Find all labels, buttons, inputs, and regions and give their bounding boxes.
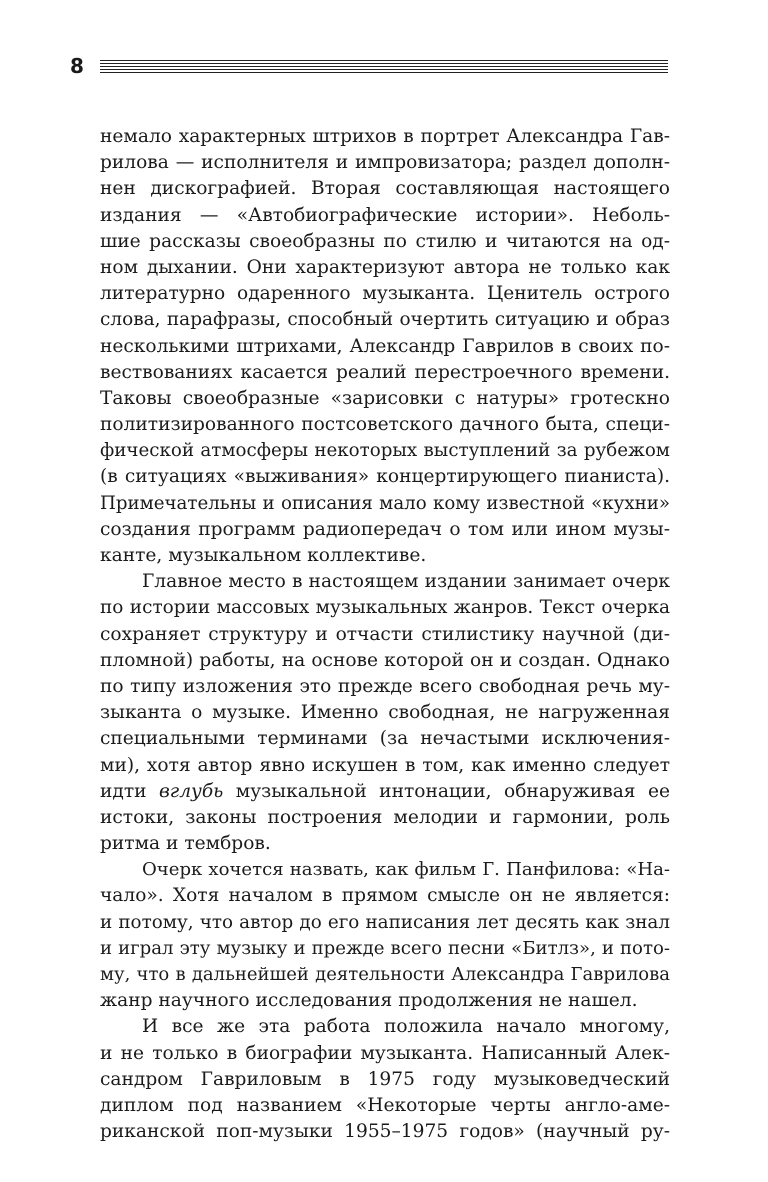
text-line: по типу изложения это прежде всего свободная речь му- (100, 675, 670, 697)
text-line: ми), хотя автор явно искушен в том, как именно следует (100, 754, 670, 776)
header-rules (100, 60, 668, 75)
text-line: и играл эту музыку и прежде всего песни «Битлз», и пото- (100, 937, 670, 959)
text-line: нен дискографией. Вторая составляющая настоящего (100, 178, 670, 200)
text-line: чало». Хотя началом в прямом смысле он не является: (100, 885, 670, 907)
page-header (70, 56, 668, 80)
text-line: литературно одаренного музыканта. Ценитель острого (100, 283, 670, 305)
page-number: 8 (70, 54, 84, 78)
text-line: Очерк хочется назвать, как фильм Г. Панфилова: «На- (142, 859, 670, 881)
text-line: создания программ радиопередач о том или ином музы- (100, 518, 670, 540)
text-line: жанр научного исследования продолжения не нашел. (100, 990, 638, 1012)
text-line: сандром Гавриловым в 1975 году музыковедческий (100, 1068, 670, 1090)
text-line: ном дыхании. Они характеризуют автора не только как (100, 256, 670, 278)
text-line: несколькими штрихами, Александр Гаврилов в своих по- (100, 335, 670, 357)
text-line: пломной) работы, на основе которой он и создан. Однако (100, 649, 670, 671)
text-line: слова, парафразы, способный очертить ситуацию и образ (100, 309, 670, 331)
text-line: фической атмосферы некоторых выступлений за рубежом (100, 440, 670, 462)
text-line: и не только в биографии музыканта. Написанный Алек- (100, 1042, 670, 1064)
text-line: диплом под названием «Некоторые черты англо-аме- (100, 1094, 670, 1116)
text-line: риканской поп-музыки 1955–1975 годов» (научный ру- (100, 1121, 670, 1143)
text-line: Таковы своеобразные «зарисовки с натуры» гротескно (100, 387, 670, 409)
text-line: (в ситуациях «выживания» концертирующего пианиста). (100, 466, 670, 488)
text-line: специальными терминами (за нечастыми исключения- (100, 728, 670, 750)
text-line: немало характерных штрихов в портрет Александра Гав- (100, 126, 670, 147)
text-line: истоки, законы построения мелодии и гармонии, роль (100, 806, 670, 828)
text-line: канте, музыкальном коллективе. (100, 545, 427, 566)
text-line: Примечательны и описания мало кому известной «кухни» (100, 492, 670, 514)
text-line: политизированного постсоветского дачного быта, специ- (100, 414, 670, 436)
text-line: вествованиях касается реалий перестроечного времени. (100, 361, 670, 383)
text-line: ритма и тембров. (100, 833, 271, 855)
text-line: и потому, что автор до его написания лет десять как знал (100, 911, 670, 933)
text-line: рилова — исполнителя и импровизатора; раздел дополн- (100, 152, 670, 174)
italic-word: вглубь (158, 780, 224, 802)
text-line: шие рассказы своеобразны по стилю и читаются на од- (100, 230, 670, 252)
body-text (100, 124, 670, 1145)
text-line: И все же эта работа положила начало многому, (142, 1016, 670, 1038)
text-line-with-italic (100, 779, 670, 805)
text-line: по истории массовых музыкальных жанров. Текст очерка (100, 597, 670, 619)
text-line: издания — «Автобиографические истории». Неболь- (100, 204, 670, 226)
text-fragment: музыкальной интонации, обнаруживая ее (223, 780, 670, 802)
text-line: Главное место в настоящем издании занимает очерк (142, 571, 670, 593)
text-line: му, что в дальнейшей деятельности Александра Гаврилова (100, 964, 670, 985)
text-fragment: идти (100, 780, 159, 802)
text-line: сохраняет структуру и отчасти стилистику научной (ди- (100, 623, 670, 645)
text-line: зыканта о музыке. Именно свободная, не нагруженная (100, 702, 670, 724)
